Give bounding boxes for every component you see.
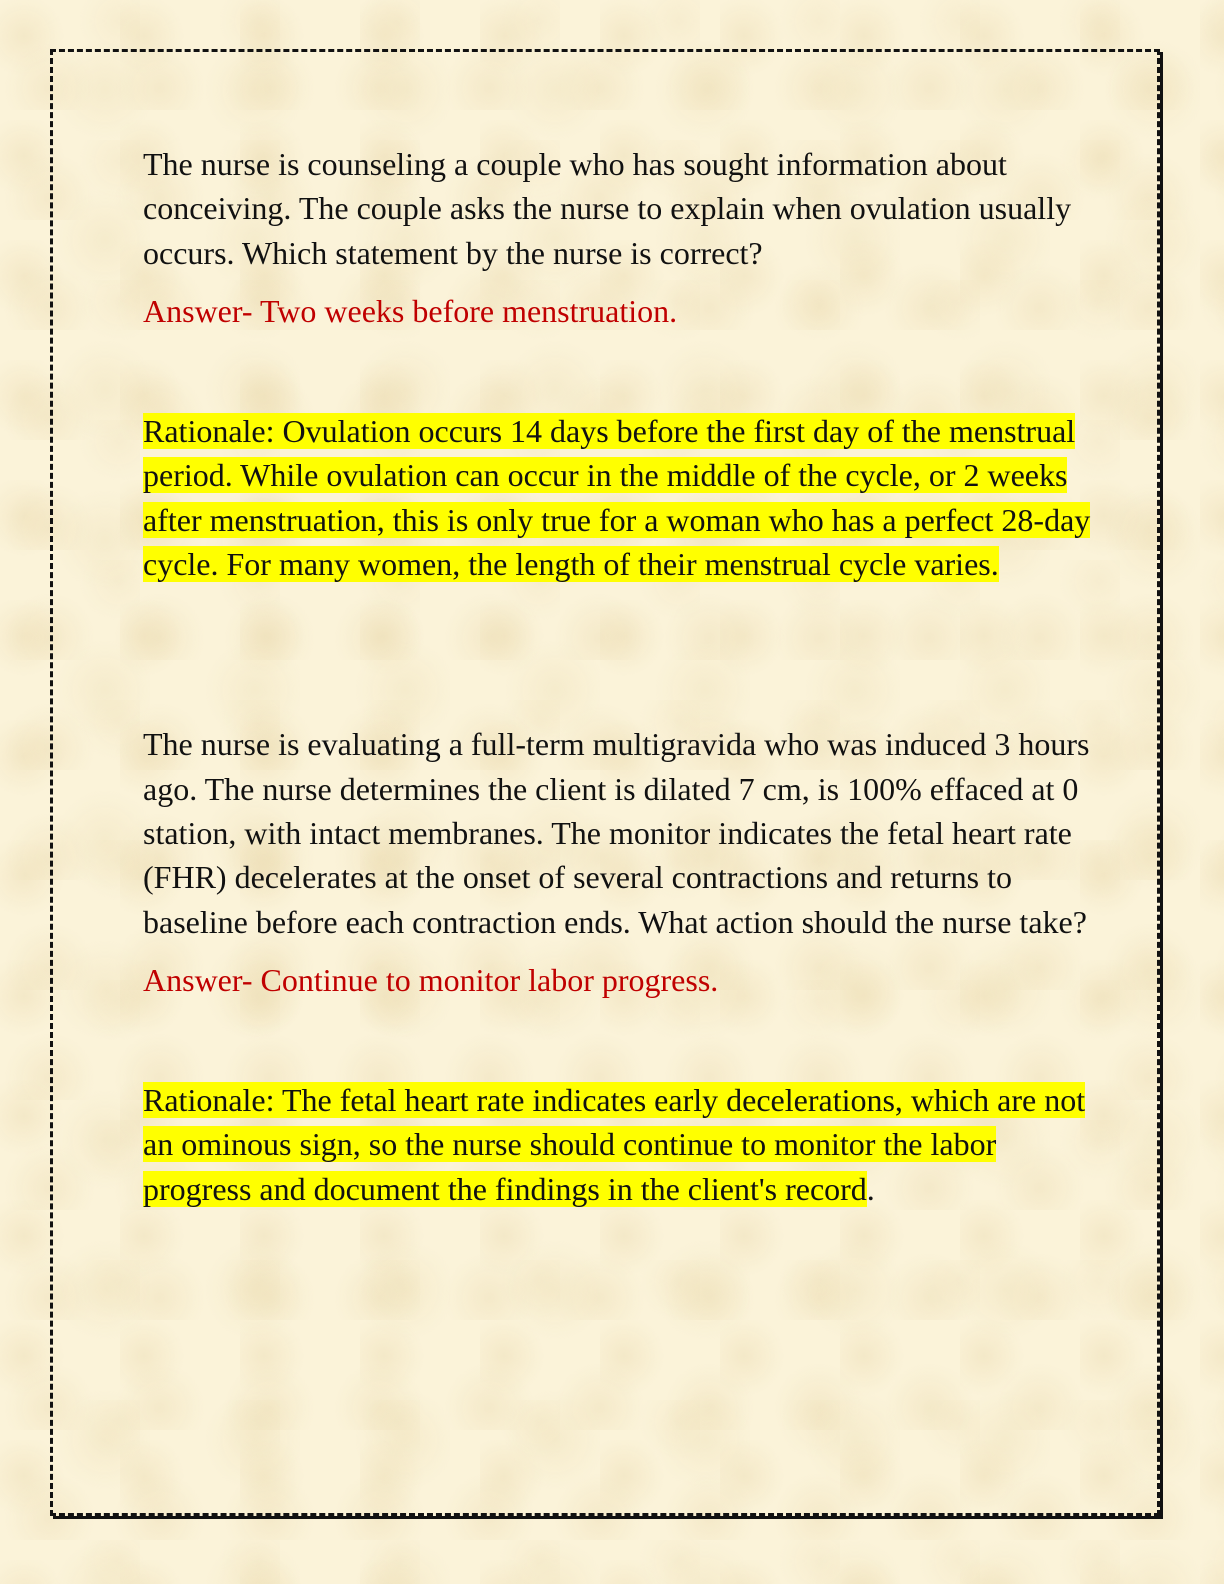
- answer-1: Answer- Two weeks before menstruation.: [143, 292, 678, 329]
- rationale-1-highlight: Rationale: Ovulation occurs 14 days before the first day of the menstrual period. While ovulation can occur in the middle of the cycle, or 2 weeks after menstruation, this is only true for a woman who has a perfect 28-day cycle. For many women, the length of their menstrual cycle varies.: [143, 413, 1091, 583]
- question-1: The nurse is counseling a couple who has sought information about conceiving. The couple asks the nurse to explain when ovulation usually occurs. Which statement by the nurse is correct?: [143, 146, 1072, 271]
- question-2: The nurse is evaluating a full-term multigravida who was induced 3 hours ago. The nurse determines the client is dilated 7 cm, is 100% effaced at 0 station, with intact membranes. The monitor indicates the fetal heart rate (FHR) decelerates at the onset of several contractions and returns to baseline before each contraction ends. What action should the nurse take?: [143, 726, 1090, 940]
- rationale-2-end: .: [866, 1170, 875, 1207]
- rationale-2-highlight: Rationale: The fetal heart rate indicates early decelerations, which are not an ominous sign, so the nurse should continue to monitor the labor progress and document the findings in the client's record: [143, 1082, 1086, 1207]
- rationale-2: [143, 1078, 1093, 1211]
- rationale-1: [143, 409, 1093, 586]
- document-body: [143, 142, 1093, 1211]
- answer-2: Answer- Continue to monitor labor progress.: [143, 961, 719, 998]
